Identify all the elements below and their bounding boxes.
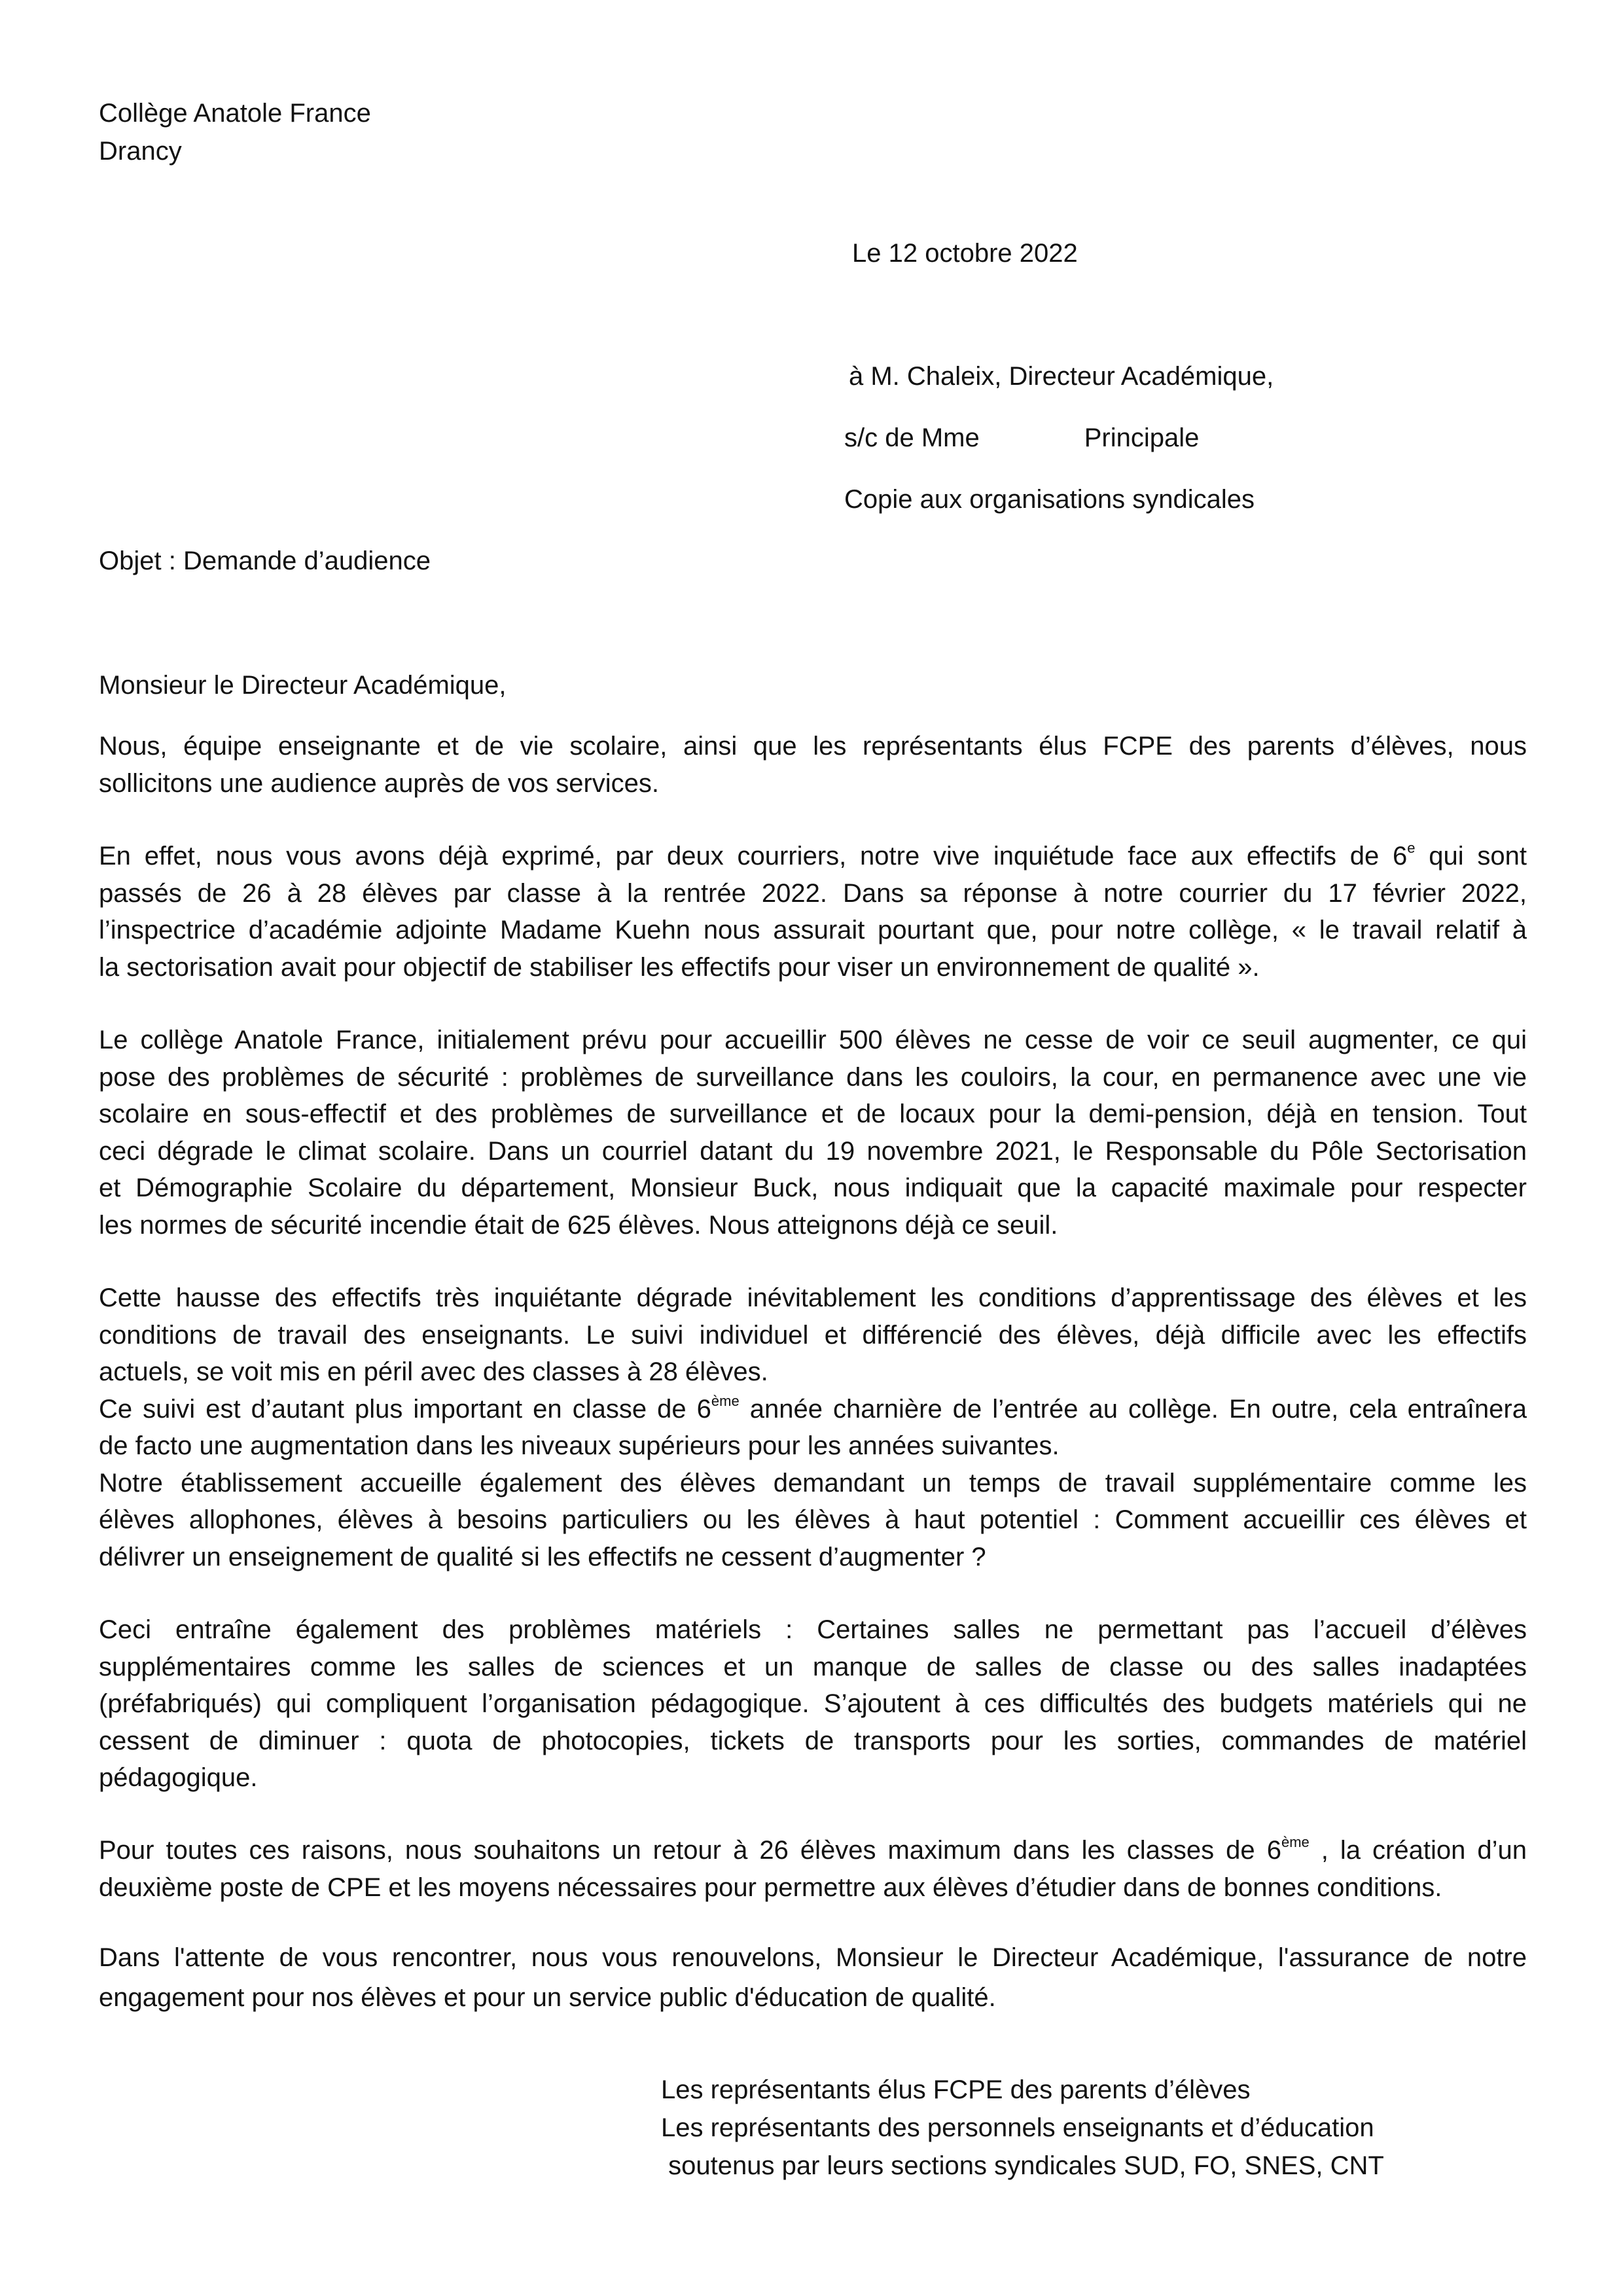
text-line: cessent de diminuer : quota de photocopies, tickets de transports pour les sorties, commandes de matériel [99, 1726, 1527, 1755]
text-line: scolaire en sous-effectif et des problèmes de surveillance et de locaux pour la demi-pension, déjà en tension. Tout [99, 1100, 1527, 1128]
text-line: Cette hausse des effectifs très inquiétante dégrade inévitablement les conditions d’apprentissage des élèves et les [99, 1283, 1527, 1312]
paragraph-6 [99, 1832, 1527, 1906]
text-line: Notre établissement accueille également des élèves demandant un temps de travail supplémentaire comme les [99, 1468, 1527, 1498]
letter-subject: Objet : Demande d’audience [99, 547, 431, 575]
superscript: ème [1281, 1834, 1310, 1850]
paragraph-1 [99, 728, 1527, 802]
signature-line: soutenus par leurs sections syndicales SUD, FO, SNES, CNT [661, 2151, 1384, 2180]
text-line: actuels, se voit mis en péril avec des classes à 28 élèves. [99, 1357, 768, 1386]
superscript: ème [711, 1392, 740, 1409]
recipient-sc-prefix: s/c de Mme [844, 423, 980, 452]
text-line: Nous, équipe enseignante et de vie scolaire, ainsi que les représentants élus FCPE des parents d’élèves, nous [99, 732, 1527, 761]
text-fragment: , la création d’un [1309, 1836, 1527, 1865]
text-line: ceci dégrade le climat scolaire. Dans un courriel datant du 19 novembre 2021, le Responsable du Pôle Sectorisation [99, 1136, 1527, 1166]
text-line [99, 1391, 1527, 1428]
text-line: engagement pour nos élèves et pour un service public d'éducation de qualité. [99, 1983, 996, 2012]
text-line: (préfabriqués) qui compliquent l’organisation pédagogique. S’ajoutent à ces difficultés des budgets matériels qui ne [99, 1689, 1527, 1718]
paragraph-4 [99, 1280, 1527, 1575]
sender-name: Collège Anatole France [99, 99, 371, 128]
text-line: deuxième poste de CPE et les moyens nécessaires pour permettre aux élèves d’étudier dans de bonnes conditions. [99, 1873, 1442, 1902]
text-line: Ceci entraîne également des problèmes matériels : Certaines salles ne permettant pas l’accueil d’élèves [99, 1615, 1527, 1644]
text-line: supplémentaires comme les salles de sciences et un manque de salles de classe ou des salles inadaptées [99, 1652, 1527, 1681]
text-line: sollicitons une audience auprès de vos services. [99, 768, 660, 798]
recipient-sc-line [844, 420, 1199, 456]
text-line: pose des problèmes de sécurité : problèmes de surveillance dans les couloirs, la cour, en permanence avec une vie [99, 1062, 1527, 1092]
copy-line: Copie aux organisations syndicales [844, 485, 1255, 514]
salutation: Monsieur le Directeur Académique, [99, 671, 507, 700]
paragraph-2 [99, 838, 1527, 986]
text-fragment: En effet, nous vous avons déjà exprimé, par deux courriers, notre vive inquiétude face aux effectifs de 6 [99, 842, 1408, 870]
recipient-line: à M. Chaleix, Directeur Académique, [849, 362, 1274, 391]
paragraph-5 [99, 1611, 1527, 1797]
text-line: délivrer un enseignement de qualité si les effectifs ne cessent d’augmenter ? [99, 1542, 986, 1571]
text-line [99, 838, 1527, 875]
text-line: élèves allophones, élèves à besoins particuliers ou les élèves à haut potentiel : Comment accueillir ces élèves et [99, 1505, 1527, 1534]
text-line: l’inspectrice d’académie adjointe Madame Kuehn nous assurait pourtant que, pour notre collège, « le travail relatif à [99, 916, 1527, 944]
signature-line: Les représentants élus FCPE des parents d’élèves [661, 2075, 1251, 2104]
text-fragment: Pour toutes ces raisons, nous souhaitons un retour à 26 élèves maximum dans les classes de 6 [99, 1836, 1281, 1865]
text-line: Dans l'attente de vous rencontrer, nous vous renouvelons, Monsieur le Directeur Académique, l'assurance de notre [99, 1943, 1527, 1972]
text-line [99, 1832, 1527, 1869]
sender-city: Drancy [99, 137, 182, 166]
signature-line: Les représentants des personnels enseignants et d’éducation [661, 2113, 1374, 2142]
text-line: Le collège Anatole France, initialement prévu pour accueillir 500 élèves ne cesse de voir ce seuil augmenter, ce qui [99, 1026, 1527, 1054]
text-line: et Démographie Scolaire du département, Monsieur Buck, nous indiquait que la capacité maximale pour respecter [99, 1174, 1527, 1202]
paragraph-7 [99, 1938, 1527, 2018]
text-fragment: Ce suivi est d’autant plus important en classe de 6 [99, 1394, 711, 1424]
superscript: e [1407, 840, 1416, 856]
text-line: conditions de travail des enseignants. Le suivi individuel et différencié des élèves, déjà difficile avec les effectifs [99, 1320, 1527, 1350]
recipient-sc-suffix: Principale [1084, 423, 1200, 452]
text-fragment: année charnière de l’entrée au collège. En outre, cela entraînera [739, 1394, 1527, 1424]
text-line: les normes de sécurité incendie était de 625 élèves. Nous atteignons déjà ce seuil. [99, 1210, 1058, 1240]
text-line: de facto une augmentation dans les niveaux supérieurs pour les années suivantes. [99, 1431, 1060, 1460]
text-line: la sectorisation avait pour objectif de stabiliser les effectifs pour viser un environnement de qualité ». [99, 952, 1260, 982]
text-line: passés de 26 à 28 élèves par classe à la rentrée 2022. Dans sa réponse à notre courrier du 17 février 2022, [99, 878, 1527, 908]
letter-date: Le 12 octobre 2022 [852, 239, 1078, 268]
paragraph-3 [99, 1022, 1527, 1244]
text-fragment: qui sont [1415, 842, 1527, 870]
text-line: pédagogique. [99, 1763, 258, 1792]
